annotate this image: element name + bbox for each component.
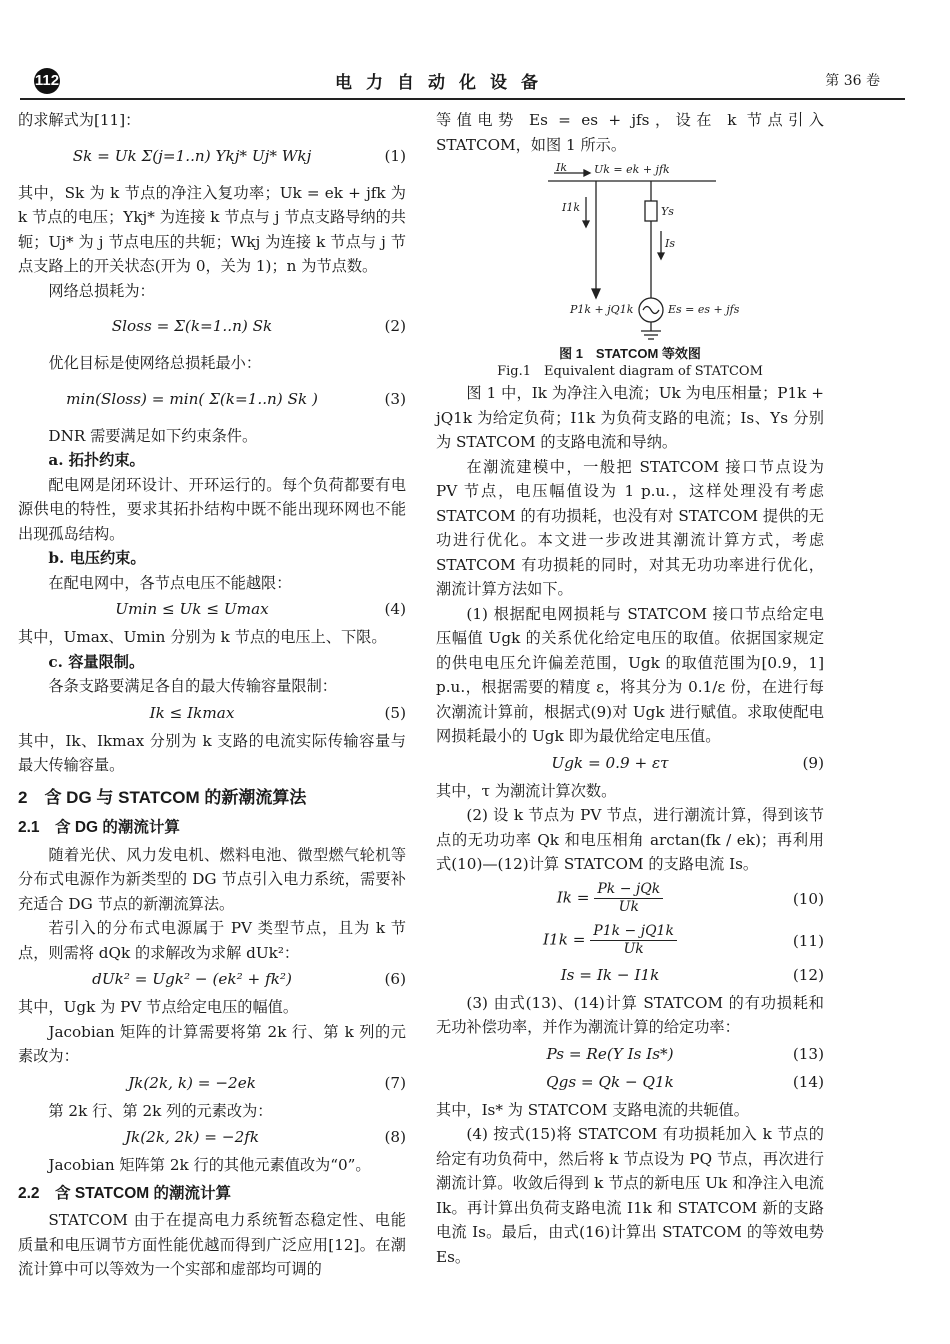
equation-number: (5) (384, 703, 406, 722)
statcom-figure (436, 163, 824, 341)
paragraph: 等值电势 Es = es + jfs，设在 k 节点引入 STATCOM，如图 1 所示。 (436, 111, 824, 154)
paragraph: (2) 设 k 节点为 PV 节点，进行潮流计算，得到该节点的无功功率 Qk 和电压相角 arctan(fk / ek)；再利用式(10)—(12)计算 STATCOM 的支路电流 Is。 (436, 806, 824, 873)
paragraph: Jacobian 矩阵的计算需要将第 2k 行、第 k 列的元素改为： (18, 1022, 406, 1065)
equation-number: (10) (792, 889, 824, 908)
equation-formula: Qgs = Qk − Q1k (546, 1072, 674, 1091)
fraction-numerator: P1k − jQ1k (590, 923, 677, 941)
label-es: Es = es + jfs (668, 303, 740, 316)
paragraph: 网络总损耗为： (48, 281, 155, 300)
list-heading: c. 容量限制。 (48, 652, 145, 671)
right-column (436, 108, 824, 1269)
paragraph: 图 1 中，Ik 为净注入电流；Uk 为电压相量；P1k + jQ1k 为给定负荷；I1k 为负荷支路的电流；Is、Ys 分别为 STATCOM 的支路电流和导纳。 (436, 384, 824, 451)
paragraph: (1) 根据配电网损耗与 STATCOM 接口节点给定电压幅值 Ugk 的关系优化给定电压的取值。依据国家规定的供电电压允许偏差范围，Ugk 的取值范围为[0.9，1] p.u.，根据需要的精度 ε，将其分为 0.1/ε 份，在进行每次潮流计算前，根据式(9)对 Ugk 进行赋值。求取使配电网损耗最小的 Ugk 即为最优给定电压值。 (436, 604, 824, 745)
equation-14 (436, 1070, 824, 1096)
equation-formula: dUk² = Ugk² − (ek² + fk²) (92, 970, 292, 988)
paragraph: 其中，Umax、Umin 分别为 k 节点的电压上、下限。 (18, 628, 387, 646)
fraction-denominator: Uk (618, 898, 639, 915)
fraction-denominator: Uk (623, 940, 644, 957)
equation-formula: Sloss = Σ(k=1..n) Sk (111, 317, 273, 335)
left-column (18, 108, 406, 1282)
equation-formula: Ps = Re(Y Is Is*) (546, 1044, 674, 1063)
equation-number: (3) (384, 389, 406, 408)
volume-label: 第 36 卷 (825, 73, 880, 89)
equation-number: (8) (384, 1128, 406, 1146)
paragraph: 其中，Ik、Ikmax 分别为 k 支路的电流实际传输容量与最大传输容量。 (18, 731, 406, 774)
paragraph: 第 2k 行、第 2k 列的元素改为： (48, 1101, 273, 1120)
equation-formula: Is = Ik − I1k (560, 965, 660, 984)
label-ys: Ys (661, 205, 674, 218)
paragraph: 配电网是闭环设计、开环运行的。每个负荷都要有电源供电的特性，要求其拓扑结构中既不能出现环网也不能出现孤岛结构。 (18, 475, 406, 543)
equation-2 (18, 305, 406, 349)
equation-number: (2) (384, 317, 406, 335)
equation-5 (18, 701, 406, 727)
paragraph: 随着光伏、风力发电机、燃料电池、微型燃气轮机等分布式电源作为新类型的 DG 节点引入电力系统，需要补充适合 DG 节点的新潮流算法。 (18, 845, 406, 913)
paragraph: 其中，Sk 为 k 节点的净注入复功率；Uk = ek + jfk 为 k 节点的电压；Ykj* 为连接 k 节点与 j 节点支路导纳的共轭；Uj* 为 j 节点电压的共轭；Wkj 为连接 k 节点与 j 节点支路上的开关状态(开为 0，关为 1)；n 为节点数。 (18, 183, 406, 275)
equation-10 (436, 879, 824, 919)
page-number: 112 (34, 68, 60, 94)
equation-formula: Jk(2k, k) = −2ek (128, 1073, 256, 1092)
sine-symbol (643, 307, 659, 314)
arrow-head (658, 253, 664, 259)
page-header (20, 60, 925, 100)
paragraph: (4) 按式(15)将 STATCOM 有功损耗加入 k 节点的给定有功负荷中，然后将 k 节点设为 PQ 节点，再次进行潮流计算。收敛后得到 k 节点的新电压 Uk 和净注入电流 Ik。再计算出负荷支路电流 I1k 和 STATCOM 新的支路电流 Is。最后，由式(16)计算出 STATCOM 的等效电势 Es。 (436, 1125, 824, 1266)
equation-number: (13) (792, 1044, 824, 1063)
fraction-numerator: Pk − jQk (594, 881, 663, 899)
paragraph: 优化目标是使网络总损耗最小： (48, 354, 262, 372)
equation-lhs: I1k = (543, 930, 586, 948)
equation-number: (6) (384, 970, 406, 988)
equation-9 (436, 751, 824, 777)
arrow-head (583, 221, 589, 227)
header-rule (20, 98, 905, 100)
paragraph: 若引入的分布式电源属于 PV 类型节点，且为 k 节点，则需将 dQk 的求解改为求解 dUk²： (18, 919, 406, 962)
equation-4 (18, 597, 406, 623)
equation-number: (7) (384, 1073, 406, 1092)
equation-number: (12) (792, 965, 824, 984)
equation-number: (4) (384, 600, 406, 618)
arrow-head (584, 170, 590, 176)
fraction (590, 923, 677, 958)
label-is: Is (665, 237, 675, 250)
ys-admittance-box (645, 201, 657, 221)
equation-number: (1) (384, 146, 406, 165)
section-heading: 2 含 DG 与 STATCOM 的新潮流算法 (18, 787, 307, 807)
paragraph: 各条支路要满足各自的最大传输容量限制： (48, 677, 337, 695)
paragraph: 其中，Is* 为 STATCOM 支路电流的共轭值。 (436, 1100, 749, 1119)
equation-formula (436, 923, 784, 958)
equation-7 (18, 1071, 406, 1097)
paragraph: 其中，τ 为潮流计算次数。 (436, 781, 617, 800)
label-ik: Ik (556, 163, 568, 174)
equation-formula: Ik ≤ Ikmax (149, 703, 235, 722)
equation-number: (9) (802, 753, 824, 772)
equation-formula: Sk = Uk Σ(j=1..n) Ykj* Uj* Wkj (72, 146, 312, 165)
equation-formula: Umin ≤ Uk ≤ Umax (115, 600, 269, 618)
list-heading: a. 拓扑约束。 (48, 451, 145, 469)
journal-title: 电力自动化设备 (335, 73, 552, 93)
paragraph: 在配电网中，各节点电压不能越限： (48, 573, 292, 592)
equation-3 (18, 378, 406, 422)
subsection-heading: 2.2 含 STATCOM 的潮流计算 (18, 1184, 231, 1202)
statcom-circuit-diagram (436, 163, 824, 341)
equation-formula: Jk(2k, 2k) = −2fk (124, 1128, 260, 1146)
paragraph: DNR 需要满足如下约束条件。 (48, 426, 258, 445)
list-heading: b. 电压约束。 (48, 549, 146, 567)
equation-lhs: Ik = (556, 888, 590, 906)
label-load: P1k + jQ1k (570, 303, 634, 316)
paragraph: Jacobian 矩阵第 2k 行的其他元素值改为“0”。 (48, 1156, 371, 1174)
label-uk: Uk = ek + jfk (594, 163, 670, 176)
paragraph: STATCOM 由于在提高电力系统暂态稳定性、电能质量和电压调节方面性能优越而得到广泛应用[12]。在潮流计算中可以等效为一个实部和虚部均可调的 (18, 1211, 406, 1278)
figure-caption-en: Fig.1 Equivalent diagram of STATCOM (497, 364, 763, 379)
load-arrow (592, 289, 600, 298)
fraction (594, 881, 663, 916)
equation-12 (436, 963, 824, 989)
equation-formula: min(Sloss) = min( Σ(k=1..n) Sk ) (66, 389, 318, 408)
label-i1k: I1k (562, 201, 581, 214)
equation-number: (11) (792, 931, 824, 950)
paragraph: 的求解式为[11]： (18, 111, 141, 129)
paragraph: 其中，Ugk 为 PV 节点给定电压的幅值。 (18, 998, 299, 1016)
equation-6 (18, 967, 406, 993)
equation-number: (14) (792, 1072, 824, 1091)
equation-8 (18, 1125, 406, 1151)
equation-1 (18, 135, 406, 179)
equation-formula: Ugk = 0.9 + ετ (551, 753, 669, 772)
subsection-heading: 2.1 含 DG 的潮流计算 (18, 819, 180, 836)
equation-11 (436, 921, 824, 961)
figure-caption-cn: 图 1 STATCOM 等效图 (559, 346, 701, 361)
paragraph: (3) 由式(13)、(14)计算 STATCOM 的有功损耗和无功补偿功率，并作为潮流计算的给定功率： (436, 993, 824, 1036)
paragraph: 在潮流建模中，一般把 STATCOM 接口节点设为 PV 节点，电压幅值设为 1 p.u.，这样处理没有考虑 STATCOM 的有功损耗，也没有对 STATCOM 提供的无功进行优化。本文进一步改进其潮流计算方式，考虑 STATCOM 有功损耗的同时，对其无功功率进行优化，潮流计算方法如下。 (436, 457, 824, 598)
equation-13 (436, 1042, 824, 1068)
equation-formula (436, 881, 784, 916)
